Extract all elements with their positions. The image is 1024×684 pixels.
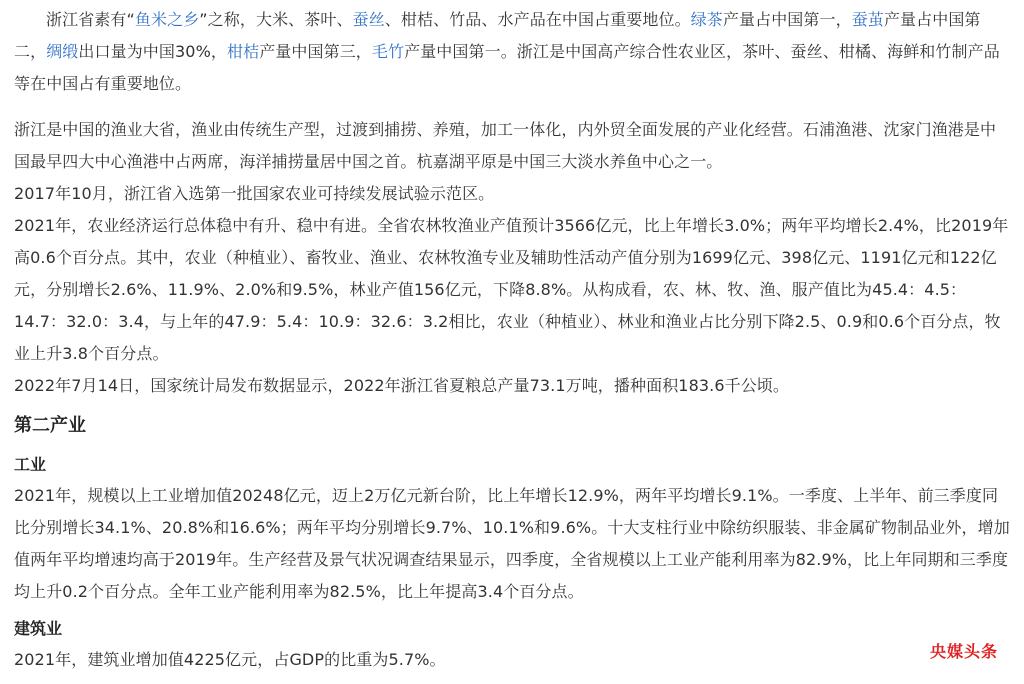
intro-paragraph [14,4,1010,100]
section-heading-secondary: 第二产业 [14,415,86,436]
pilot-2017-paragraph: 2017年10月，浙江省入选第一批国家农业可持续发展试验示范区。 [14,184,495,203]
intro-text: 产量占中国第一， [722,10,852,29]
intro-text: 产量中国第三， [259,42,372,61]
link-lvcha[interactable]: 绿茶 [690,10,723,29]
link-cansi[interactable]: 蚕丝 [352,10,385,29]
construction-2021-paragraph: 2021年，建筑业增加值4225亿元，占GDP的比重为5.7%。 [14,650,446,669]
intro-text: 出口量为中国30%， [78,42,227,61]
fishery-paragraph: 浙江是中国的渔业大省，渔业由传统生产型，过渡到捕捞、养殖，加工一体化，内外贸全面发展的产业化经营。石浦渔港、沈家门渔港是中国最早四大中心渔港中占两席，海洋捕捞量居中国之首。杭嘉湖平原是中国三大淡水养鱼中心之一。 [14,120,997,171]
agri-2021-paragraph: 2021年，农业经济运行总体稳中有升、稳中有进。全省农林牧渔业产值预计3566亿元，比上年增长3.0%；两年平均增长2.4%，比2019年高0.6个百分点。其中，农业（种植业）、畜牧业、渔业、农林牧渔专业及辅助性活动产值分别为1699亿元、398亿元、1191亿元和122亿元，分别增长2.6%、11.9%、2.0%和9.5%，林业产值156亿元，下降8.8%。从构成看，农、林、牧、渔、服产值比为45.4：4.5：14.7：32.0：3.4，与上年的47.9：5.4：10.9：32.6：3.2相比，农业（种植业）、林业和渔业占比分别下降2.5、0.9和0.6个百分点，牧业上升3.8个百分点。 [14,216,1009,363]
industry-2021-paragraph: 2021年，规模以上工业增加值20248亿元，迈上2万亿元新台阶，比上年增长12.9%，两年平均增长9.1%。一季度、上半年、前三季度同比分别增长34.1%、20.8%和16.6%；两年平均分别增长9.7%、10.1%和9.6%。十大支柱行业中除纺织服装、非金属矿物制品业外，增加值两年平均增速均高于2019年。生产经营及景气状况调查结果显示，四季度，全省规模以上工业产能利用率为82.9%，比上年同期和三季度均上升0.2个百分点。全年工业产能利用率为82.5%，比上年提高3.4个百分点。 [14,486,1010,601]
intro-text: 产量中国第一。浙江是中国高产综合性农业区，茶叶、蚕丝、柑橘、海鲜和竹制产品等在中国占有重要地位。 [14,42,1000,93]
watermark-logo: 央媒头条 [929,642,998,661]
link-maozhu[interactable]: 毛竹 [371,42,405,61]
subheading-industry: 工业 [14,455,47,474]
subheading-construction: 建筑业 [14,619,63,638]
link-ganju[interactable]: 柑桔 [226,42,260,61]
grain-2022-paragraph: 2022年7月14日，国家统计局发布数据显示，2022年浙江省夏粮总产量73.1万吨，播种面积183.6千公顷。 [14,376,790,395]
intro-text: 产量占中国第二， [14,10,981,61]
link-canjian[interactable]: 蚕茧 [851,10,884,29]
intro-text: ”之称，大米、茶叶、 [199,10,353,29]
article-body [14,4,1010,676]
intro-text: 、柑桔、竹品、水产品在中国占重要地位。 [384,10,691,29]
link-yumizhixiang[interactable]: 鱼米之乡 [134,10,200,29]
intro-text: 浙江省素有“ [46,10,135,29]
link-chouduan[interactable]: 绸缎 [46,42,79,61]
